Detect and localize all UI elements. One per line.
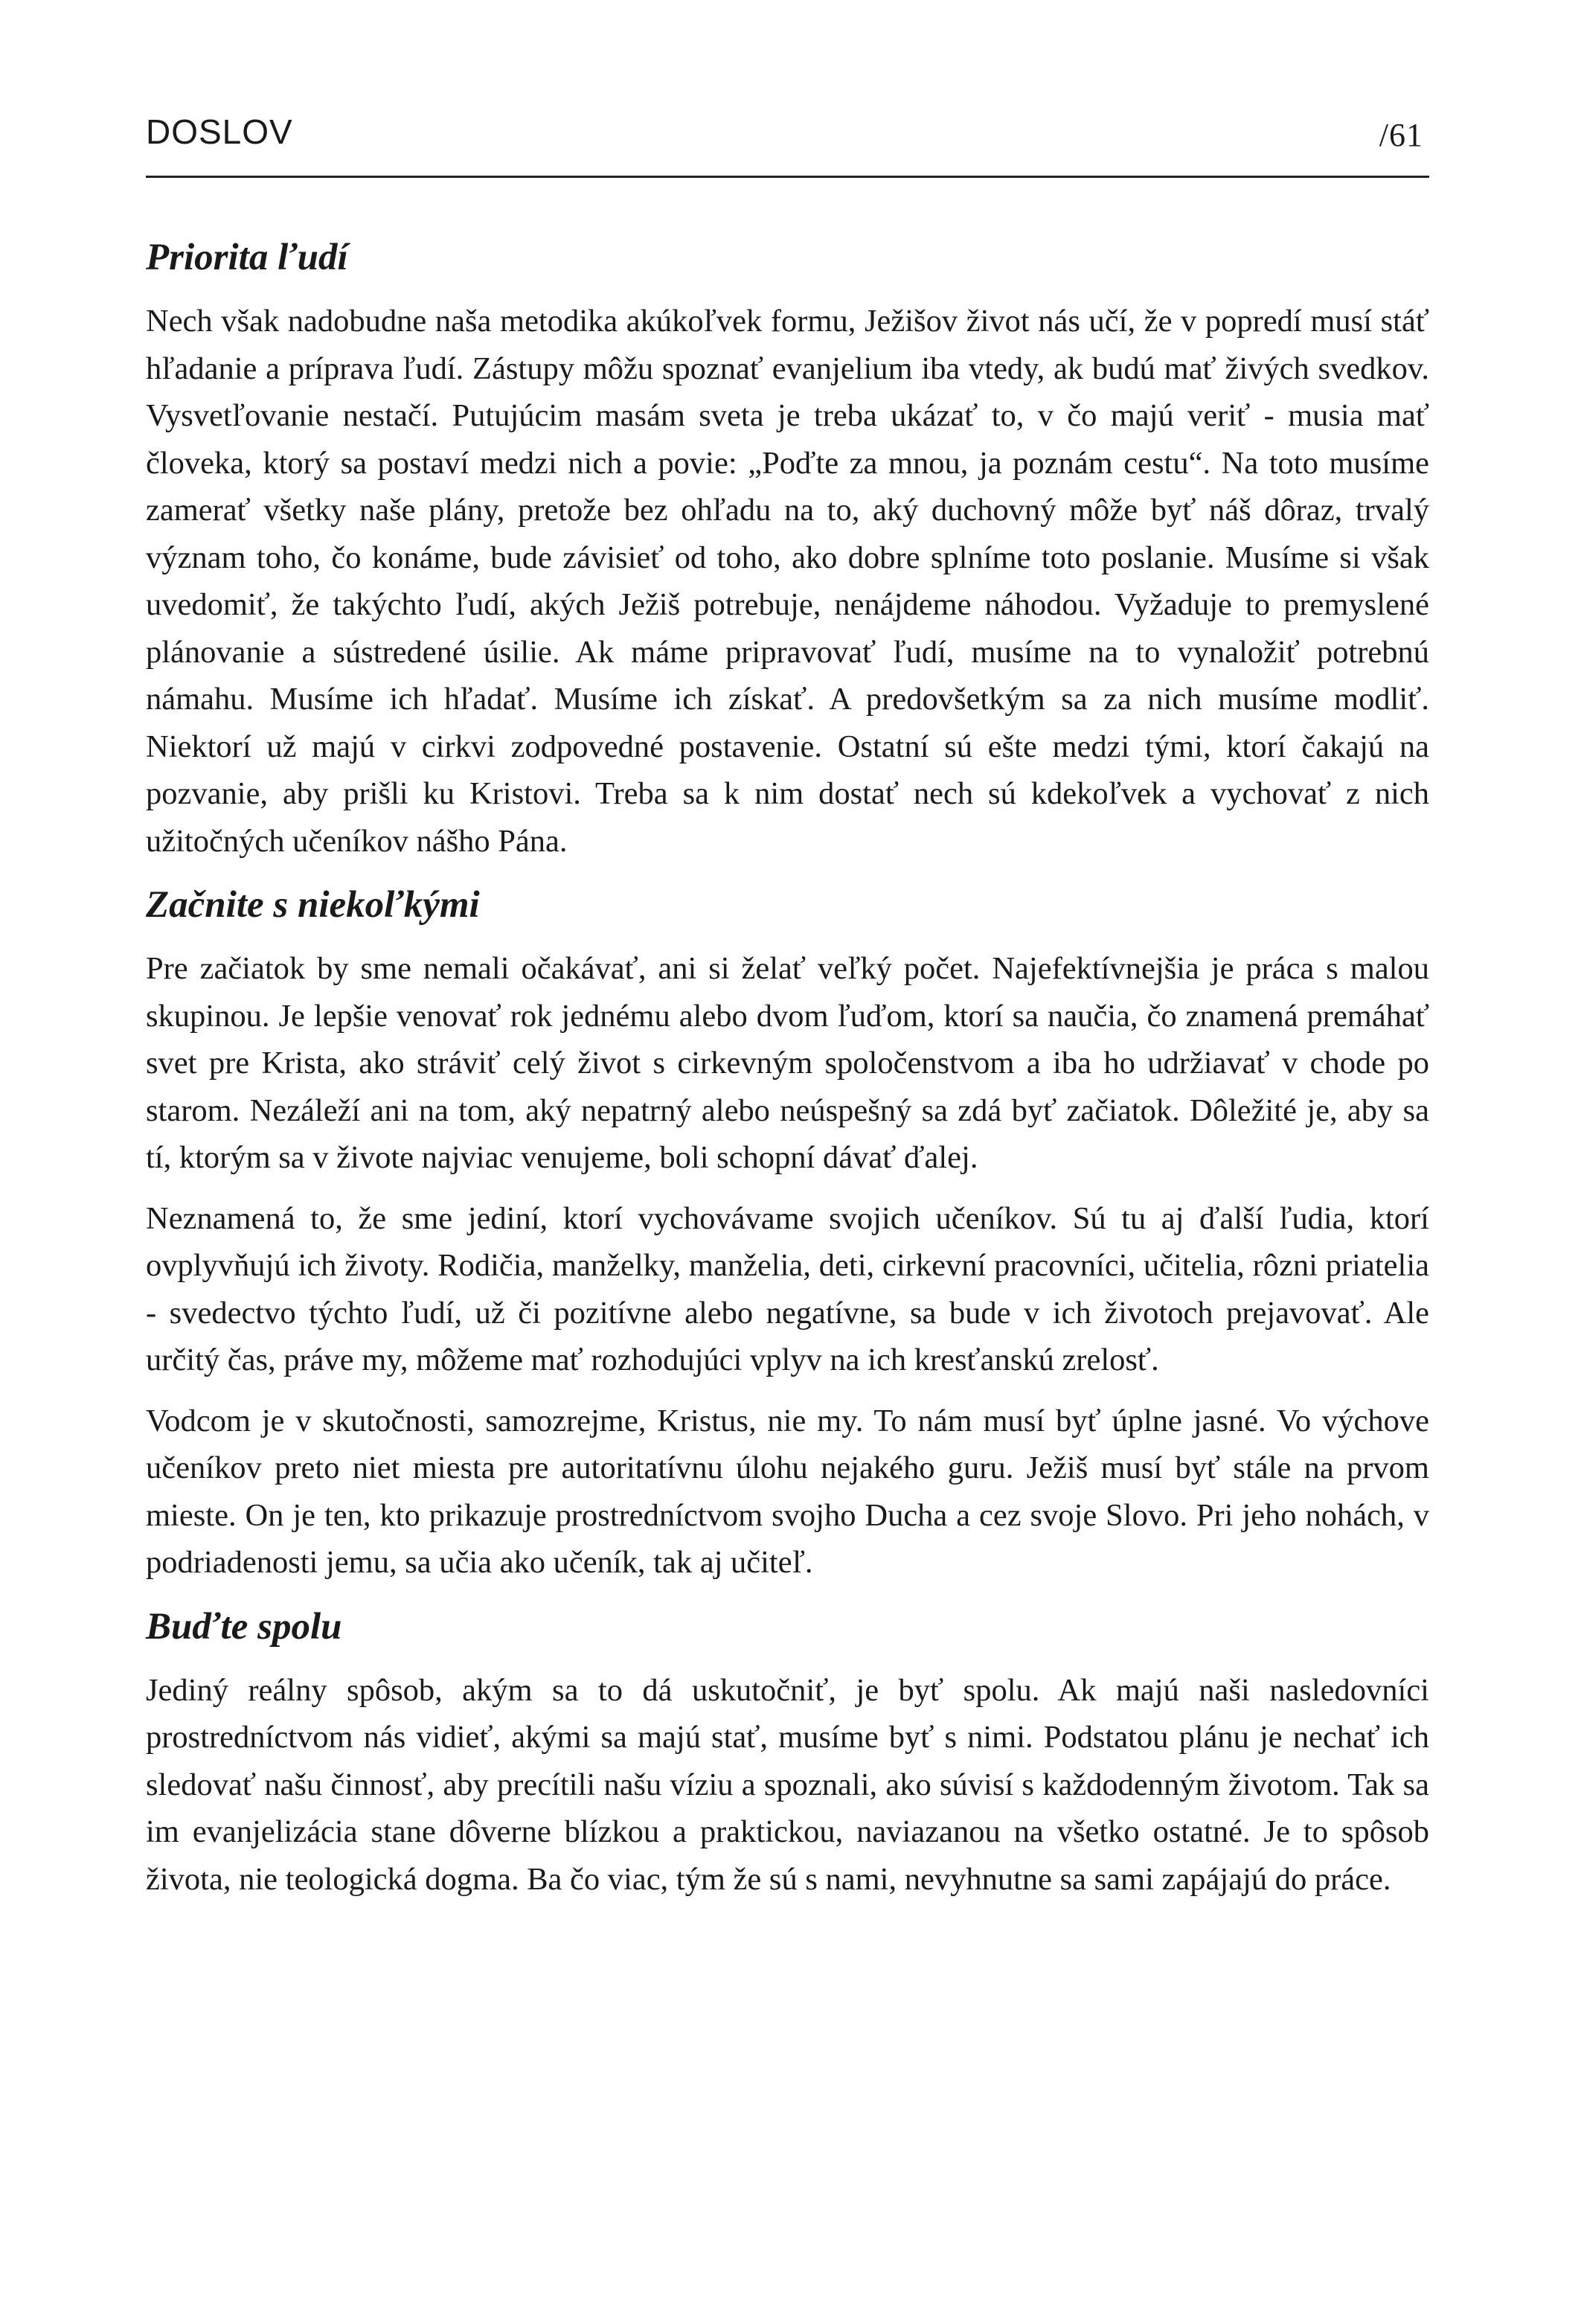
body-paragraph: Pre začiatok by sme nemali očakávať, ani si želať veľký počet. Najefektívnejšia je práca s malou skupinou. Je lepšie venovať rok jednému alebo dvom ľuďom, ktorí sa naučia, čo znamená premáhať svet pre Krista, ako stráviť celý život s cirkevným spoločenstvom a iba ho udržiavať v chode po starom. Nezáleží ani na tom, aký nepatrný alebo neúspešný sa zdá byť začiatok. Dôležité je, aby sa tí, ktorým sa v živote najviac venujeme, boli schopní dávať ďalej.: [146, 951, 1429, 1175]
section-heading: Priorita ľudí: [146, 237, 348, 278]
header-rule: [146, 176, 1429, 178]
page-content: [146, 231, 1429, 1916]
body-paragraph: Nech však nadobudne naša metodika akúkoľvek formu, Ježišov život nás učí, že v popredí musí stáť hľadanie a príprava ľudí. Zástupy môžu spoznať evanjelium iba vtedy, ak budú mať živých svedkov. Vysvetľovanie nestačí. Putujúcim masám sveta je treba ukázať to, v čo majú veriť - musia mať človeka, ktorý sa postaví medzi nich a povie: „Poďte za mnou, ja poznám cestu“. Na toto musíme zamerať všetky naše plány, pretože bez ohľadu na to, aký duchovný môže byť náš dôraz, trvalý význam toho, čo konáme, bude závisieť od toho, ako dobre splníme toto poslanie. Musíme si však uvedomiť, že takýchto ľudí, akých Ježiš potrebuje, nenájdeme náhodou. Vyžaduje to premyslené plánovanie a sústredené úsilie. Ak máme pripravovať ľudí, musíme na to vynaložiť potrebnú námahu. Musíme ich hľadať. Musíme ich získať. A predovšetkým sa za nich musíme modliť. Niektorí už majú v cirkvi zodpovedné postavenie. Ostatní sú ešte medzi tými, ktorí čakajú na pozvanie, aby prišli ku Kristovi. Treba sa k nim dostať nech sú kdekoľvek a vychovať z nich užitočných učeníkov nášho Pána.: [146, 304, 1429, 859]
body-paragraph: Vodcom je v skutočnosti, samozrejme, Kristus, nie my. To nám musí byť úplne jasné. Vo výchove učeníkov preto niet miesta pre autoritatívnu úlohu nejakého guru. Ježiš musí byť stále na prvom mieste. On je ten, kto prikazuje prostredníctvom svojho Ducha a cez svoje Slovo. Pri jeho nohách, v podriadenosti jemu, sa učia ako učeník, tak aj učiteľ.: [146, 1403, 1429, 1580]
running-head-section: DOSLOV: [146, 112, 293, 151]
body-paragraph: Jediný reálny spôsob, akým sa to dá uskutočniť, je byť spolu. Ak majú naši nasledovníci prostredníctvom nás vidieť, akými sa majú stať, musíme byť s nimi. Podstatou plánu je nechať ich sledovať našu činnosť, aby precítili našu víziu a spoznali, ako súvisí s každodenným životom. Tak sa im evanjelizácia stane dôverne blízkou a praktickou, naviazanou na všetko ostatné. Je to spôsob života, nie teologická dogma. Ba čo viac, tým že sú s nami, nevyhnutne sa sami zapájajú do práce.: [146, 1672, 1429, 1897]
body-paragraph: Neznamená to, že sme jediní, ktorí vychovávame svojich učeníkov. Sú tu aj ďalší ľudia, ktorí ovplyvňujú ich životy. Rodičia, manželky, manželia, deti, cirkevní pracovníci, učitelia, rôzni priatelia - svedectvo týchto ľudí, už či pozitívne alebo negatívne, sa bude v ich životoch prejavovať. Ale určitý čas, práve my, môžeme mať rozhodujúci vplyv na ich kresťanskú zrelosť.: [146, 1200, 1429, 1377]
page-number: /61: [1379, 117, 1423, 153]
running-head: [146, 112, 1429, 176]
section-heading: Začnite s niekoľkými: [146, 884, 480, 926]
section-heading: Buďte spolu: [146, 1605, 342, 1648]
book-page: [146, 112, 1429, 1897]
